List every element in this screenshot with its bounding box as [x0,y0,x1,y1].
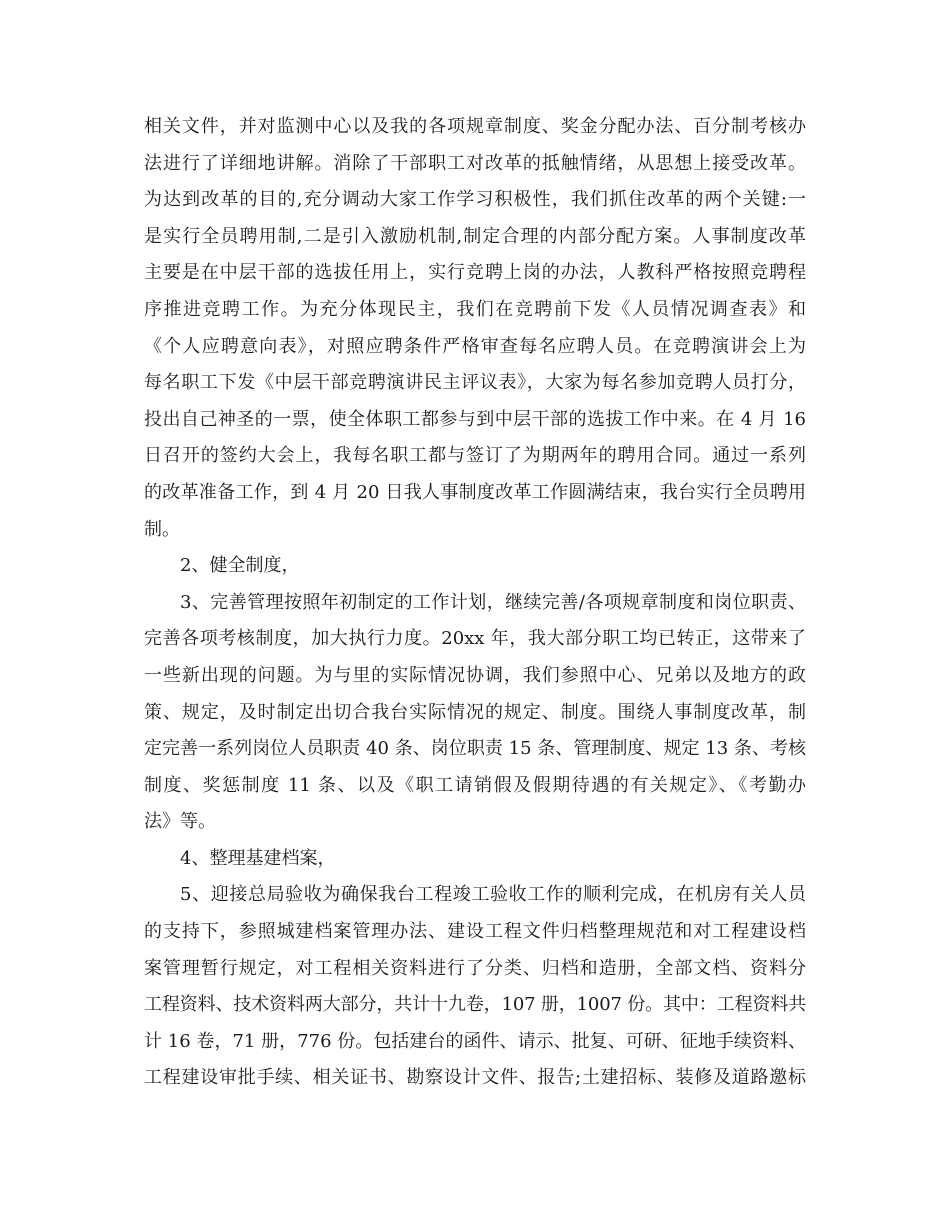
text-line: 策、规定，及时制定出切合我台实际情况的规定、制度。围绕人事制度改革，制 [144,701,806,723]
text-line: 制度、奖惩制度 11 条、以及《职工请销假及假期待遇的有关规定》、《考勤办 [144,774,806,796]
document-body [144,109,806,1097]
text-line: 主要是在中层干部的选拔任用上，实行竞聘上岗的办法，人教科严格按照竞聘程 [144,262,806,284]
text-line: 投出自己神圣的一票，使全体职工都参与到中层干部的选拔工作中来。在 4 月 16 [144,408,806,430]
text-line: 制。 [144,518,180,540]
text-line: 的支持下，参照城建档案管理办法、建设工程文件归档整理规范和对工程建设档 [144,921,806,943]
text-line: 工程资料、技术资料两大部分，共计十九卷，107 册，1007 份。其中：工程资料共 [144,994,806,1016]
text-line: 为达到改革的目的,充分调动大家工作学习积极性，我们抓住改革的两个关键:一 [144,189,806,211]
text-line: 的改革准备工作，到 4 月 20 日我人事制度改革工作圆满结束，我台实行全员聘用 [144,481,806,503]
text-line: 是实行全员聘用制,二是引入激励机制,制定合理的内部分配方案。人事制度改革 [144,225,806,247]
text-line: 2、健全制度， [180,555,300,577]
text-line: 日召开的签约大会上，我每名职工都与签订了为期两年的聘用合同。通过一系列 [144,445,806,467]
text-line: 法进行了详细地讲解。消除了干部职工对改革的抵触情绪，从思想上接受改革。 [144,152,806,174]
text-line: 序推进竞聘工作。为充分体现民主，我们在竞聘前下发《人员情况调查表》和 [144,298,806,320]
text-line: 一些新出现的问题。为与里的实际情况协调，我们参照中心、兄弟以及地方的政 [144,664,806,686]
text-line: 计 16 卷，71 册，776 份。包括建台的函件、请示、批复、可研、征地手续资料、 [144,1030,806,1052]
text-line: 4、整理基建档案， [180,847,336,869]
text-line: 完善各项考核制度，加大执行力度。20xx 年，我大部分职工均已转正，这带来了 [144,628,806,650]
text-line: 每名职工下发《中层干部竞聘演讲民主评议表》，大家为每名参加竞聘人员打分， [144,372,806,394]
text-line: 工程建设审批手续、相关证书、勘察设计文件、报告;土建招标、装修及道路邀标 [144,1067,806,1089]
text-line: 3、完善管理按照年初制定的工作计划，继续完善/各项规章制度和岗位职责、 [180,591,806,613]
text-line: 案管理暂行规定，对工程相关资料进行了分类、归档和造册，全部文档、资料分 [144,957,806,979]
text-line: 《个人应聘意向表》，对照应聘条件严格审查每名应聘人员。在竞聘演讲会上为 [144,335,806,357]
text-line: 定完善一系列岗位人员职责 40 条、岗位职责 15 条、管理制度、规定 13 条、考核 [144,738,806,760]
text-line: 法》等。 [144,811,216,833]
text-line: 5、迎接总局验收为确保我台工程竣工验收工作的顺利完成，在机房有关人员 [180,884,806,906]
text-line: 相关文件，并对监测中心以及我的各项规章制度、奖金分配办法、百分制考核办 [144,116,806,137]
